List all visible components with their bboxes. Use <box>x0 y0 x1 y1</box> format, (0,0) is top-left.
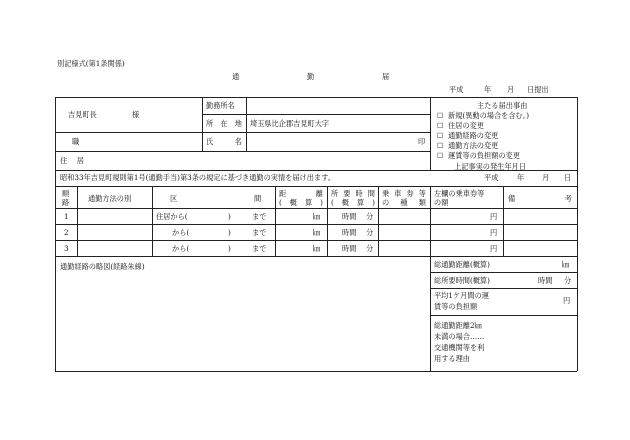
row-number: 3 <box>64 244 69 253</box>
header-fare-bottom: の額 <box>434 198 449 207</box>
seal-mark: 印 <box>418 137 426 146</box>
position-field[interactable] <box>56 133 201 150</box>
row-number: 1 <box>64 212 69 221</box>
row-km-unit: ㎞ <box>313 228 321 237</box>
row-close-paren: ) <box>228 228 231 237</box>
row-to: まで <box>252 244 267 253</box>
header-time-top: 所 要 時 間 <box>331 189 375 198</box>
monthly-fare-line1: 平均1ケ月間の運 <box>434 291 489 300</box>
address-label: 所 在 地 <box>206 119 242 128</box>
total-distance-label: 総通勤距離(概算) <box>434 260 490 269</box>
reason-line1: 総通勤距離2㎞ <box>434 321 482 330</box>
route-map-area[interactable] <box>56 274 429 370</box>
row-number: 2 <box>64 228 69 237</box>
reason-line3: 交通機関等を利 <box>434 343 485 352</box>
header-ticket-top: 乗 車 券 等 <box>382 189 426 198</box>
row-hours-unit: 時間 <box>342 244 357 253</box>
route-map-label: 通勤経路の略図(経路朱線) <box>60 262 145 271</box>
occurrence-label: 上記事実の発生年月日 <box>454 162 526 171</box>
reason-checkbox-route[interactable]: ☐ 通勤経路の変更 <box>437 131 499 140</box>
address-value[interactable]: 埼玉県比企郡吉見町大字 <box>250 119 330 128</box>
header-distance-bottom: ( 概 算 ) <box>279 198 323 207</box>
addressee-name: 吉見町長 <box>68 110 97 119</box>
row-minutes-unit: 分 <box>366 244 374 253</box>
date-year: 年 <box>484 85 492 94</box>
row-km-unit: ㎞ <box>313 212 321 221</box>
position-label: 職 <box>72 137 80 146</box>
row-to: まで <box>252 212 267 221</box>
reason-line4: 用する理由 <box>434 354 470 363</box>
name-field[interactable] <box>247 133 417 150</box>
addressee-honorific: 様 <box>132 110 140 119</box>
header-order-bottom: 路 <box>62 198 70 207</box>
header-method: 通勤方法の別 <box>88 194 132 203</box>
monthly-fare-line2: 賃等の負担額 <box>434 302 478 311</box>
date-day-submitted: 日提出 <box>527 85 549 94</box>
header-order-top: 順 <box>62 189 70 198</box>
reason-line2: 未満の場合…… <box>434 332 485 341</box>
residence-field[interactable] <box>90 152 429 169</box>
residence-label: 住 居 <box>60 156 84 165</box>
row-minutes-unit: 分 <box>366 228 374 237</box>
occurrence-day: 日 <box>564 173 572 182</box>
total-time-label: 総所要時間(概算) <box>434 276 490 285</box>
row-to: まで <box>252 228 267 237</box>
row-close-paren: ) <box>228 244 231 253</box>
date-era: 平成 <box>449 85 464 94</box>
reason-checkbox-new[interactable]: ☐ 新規(異動の場合を含む。) <box>437 111 530 120</box>
row-from[interactable]: 住居から( <box>156 212 188 221</box>
reasons-heading: 主たる届出事由 <box>477 101 528 110</box>
header-fare-top: 左欄の乗車券等 <box>434 189 485 198</box>
total-time-hours: 時間 <box>538 276 553 285</box>
title-char-3: 届 <box>382 72 390 81</box>
header-section-left: 区 <box>170 194 178 203</box>
office-name-field[interactable] <box>247 98 429 113</box>
title-char-1: 通 <box>232 72 240 81</box>
header-time-bottom: ( 概 算 ) <box>331 198 375 207</box>
office-name-label: 勤務所名 <box>206 101 235 110</box>
occurrence-year: 年 <box>517 173 525 182</box>
row-minutes-unit: 分 <box>366 212 374 221</box>
row-yen-unit: 円 <box>490 212 498 221</box>
total-time-minutes: 分 <box>564 276 572 285</box>
row-close-paren: ) <box>228 212 231 221</box>
row-from[interactable]: から( <box>172 244 190 253</box>
row-yen-unit: 円 <box>490 228 498 237</box>
name-label: 氏 名 <box>206 137 242 146</box>
reason-checkbox-fare[interactable]: ☐ 運賃等の負担額の変更 <box>437 151 520 160</box>
occurrence-era: 平成 <box>484 173 499 182</box>
row-km-unit: ㎞ <box>313 244 321 253</box>
header-ticket-bottom: の 種 類 <box>382 198 426 207</box>
title-char-2: 勤 <box>307 72 315 81</box>
monthly-fare-unit: 円 <box>563 296 571 305</box>
header-distance-top: 距 離 <box>279 189 323 198</box>
total-distance-unit: ㎞ <box>562 260 570 269</box>
statement-text: 昭和33年吉見町規則第1号(通勤手当)第3条の規定に基づき通勤の実情を届け出ます。 <box>60 173 335 182</box>
row-from[interactable]: から( <box>172 228 190 237</box>
row-hours-unit: 時間 <box>342 212 357 221</box>
form-reference: 別記様式(第1条関係) <box>57 59 125 68</box>
date-month: 月 <box>507 85 515 94</box>
occurrence-month: 月 <box>542 173 550 182</box>
reason-checkbox-residence[interactable]: ☐ 住居の変更 <box>437 121 484 130</box>
row-yen-unit: 円 <box>490 244 498 253</box>
row-hours-unit: 時間 <box>342 228 357 237</box>
reason-checkbox-method[interactable]: ☐ 通勤方法の変更 <box>437 141 499 150</box>
reason-field[interactable] <box>500 316 576 370</box>
header-section-right: 間 <box>254 194 262 203</box>
header-remarks: 備 考 <box>508 194 572 203</box>
